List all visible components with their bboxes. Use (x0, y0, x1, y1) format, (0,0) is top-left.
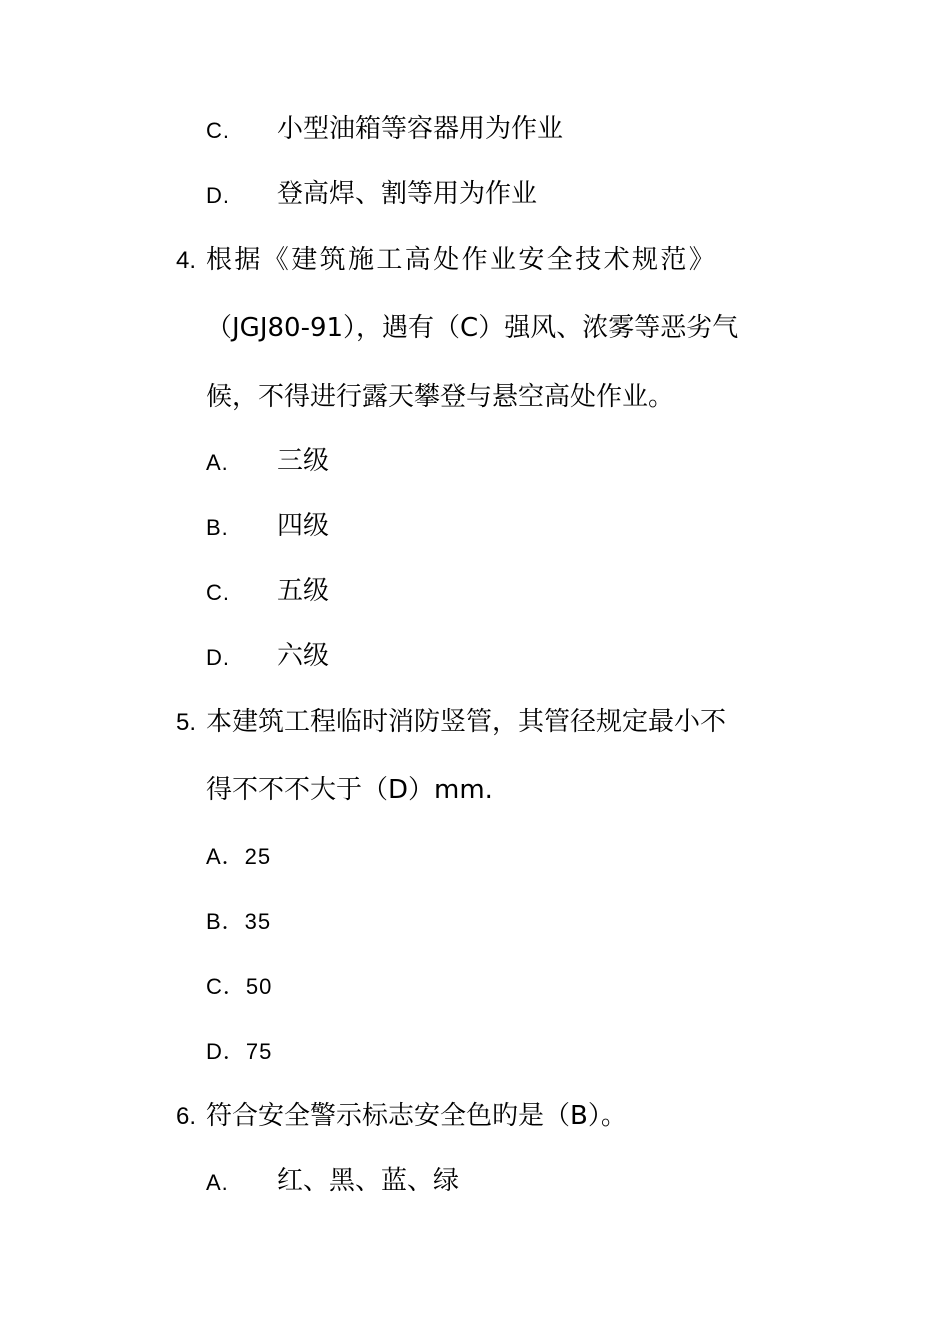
option-letter: C. (206, 580, 230, 605)
option-letter: C. (206, 118, 230, 143)
option-text: 四级 (277, 511, 330, 541)
question-text-line-2: （JGJ80-91），遇有（C）强风、浓雾等恶劣气 (206, 313, 739, 343)
option-text: 小型油箱等容器用为作业 (277, 114, 564, 144)
question-text-line-3: 候，不得进行露天攀登与悬空高处作业。 (206, 382, 675, 412)
option-text: 三级 (277, 446, 330, 476)
question-text-line-2: 得不不不大于（D）mm. (206, 775, 493, 805)
q5-option-b: B．35 (206, 909, 272, 934)
q5-option-a: A．25 (206, 844, 272, 869)
option-text: 五级 (277, 576, 330, 606)
option-text: 红、黑、蓝、绿 (277, 1166, 460, 1196)
question-text-line-1: 符合安全警示标志安全色旳是（B）。 (206, 1101, 627, 1131)
option-text: 六级 (277, 641, 330, 671)
option-letter: A. (206, 1170, 229, 1195)
q5-option-d: D．75 (206, 1039, 273, 1064)
q5-option-c: C．50 (206, 974, 273, 999)
question-number: 4. (176, 247, 197, 274)
question-text-line-1: 根据《建筑施工高处作业安全技术规范》 (206, 245, 718, 275)
option-letter: B. (206, 515, 229, 540)
option-letter: D. (206, 645, 230, 670)
option-letter: A. (206, 450, 229, 475)
question-number: 6. (176, 1103, 197, 1130)
option-letter: D. (206, 183, 230, 208)
option-text: 登高焊、割等用为作业 (277, 179, 538, 209)
question-text-line-1: 本建筑工程临时消防竖管，其管径规定最小不 (206, 707, 727, 737)
question-number: 5. (176, 709, 197, 736)
